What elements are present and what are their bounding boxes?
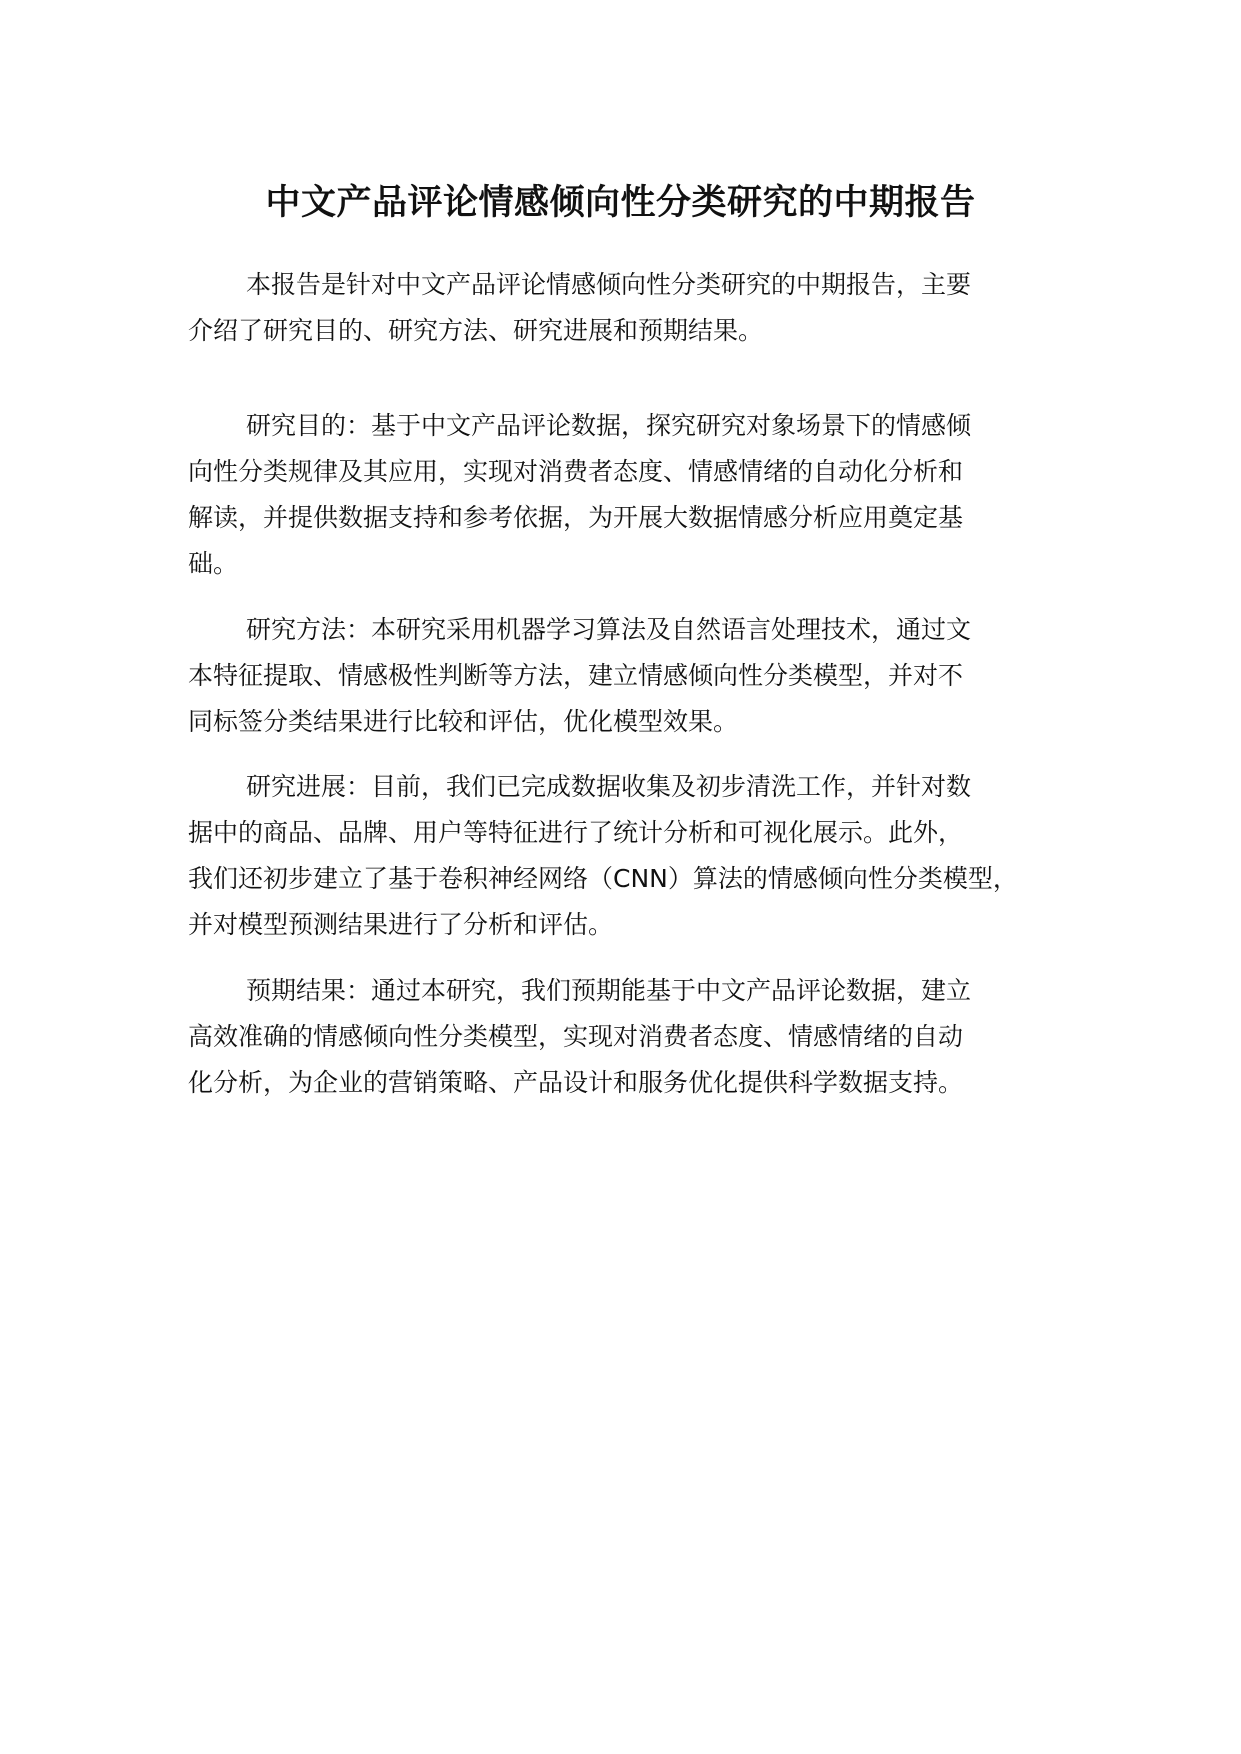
paragraph-line: 我们还初步建立了基于卷积神经网络（CNN）算法的情感倾向性分类模型， [188,864,1018,893]
paragraph-line: 础。 [188,549,239,578]
paragraph-line: 据中的商品、品牌、用户等特征进行了统计分析和可视化展示。此外， [188,818,964,847]
paragraph-line: 化分析，为企业的营销策略、产品设计和服务优化提供科学数据支持。 [188,1068,964,1097]
paragraph-line: 并对模型预测结果进行了分析和评估。 [188,910,614,939]
paragraph-line: 研究进展：目前，我们已完成数据收集及初步清洗工作，并针对数 [246,772,972,801]
paragraph-intro [188,262,1068,354]
paragraph-line: 本报告是针对中文产品评论情感倾向性分类研究的中期报告，主要 [246,270,972,299]
paragraph-research-method [188,607,1068,745]
paragraph-line: 解读，并提供数据支持和参考依据，为开展大数据情感分析应用奠定基 [188,503,964,532]
paragraph-line: 介绍了研究目的、研究方法、研究进展和预期结果。 [188,316,764,345]
paragraph-line: 预期结果：通过本研究，我们预期能基于中文产品评论数据，建立 [246,976,972,1005]
document-title: 中文产品评论情感倾向性分类研究的中期报告 [265,183,976,223]
paragraph-line: 本特征提取、情感极性判断等方法，建立情感倾向性分类模型，并对不 [188,661,964,690]
paragraph-line: 研究目的：基于中文产品评论数据，探究研究对象场景下的情感倾 [246,411,972,440]
paragraph-line: 研究方法：本研究采用机器学习算法及自然语言处理技术，通过文 [246,615,972,644]
paragraph-research-purpose [188,403,1068,587]
paragraph-expected-results [188,968,1068,1106]
paragraph-research-progress [188,764,1068,948]
paragraph-line: 同标签分类结果进行比较和评估，优化模型效果。 [188,707,739,736]
paragraph-line: 高效准确的情感倾向性分类模型，实现对消费者态度、情感情绪的自动 [188,1022,964,1051]
paragraph-line: 向性分类规律及其应用，实现对消费者态度、情感情绪的自动化分析和 [188,457,964,486]
